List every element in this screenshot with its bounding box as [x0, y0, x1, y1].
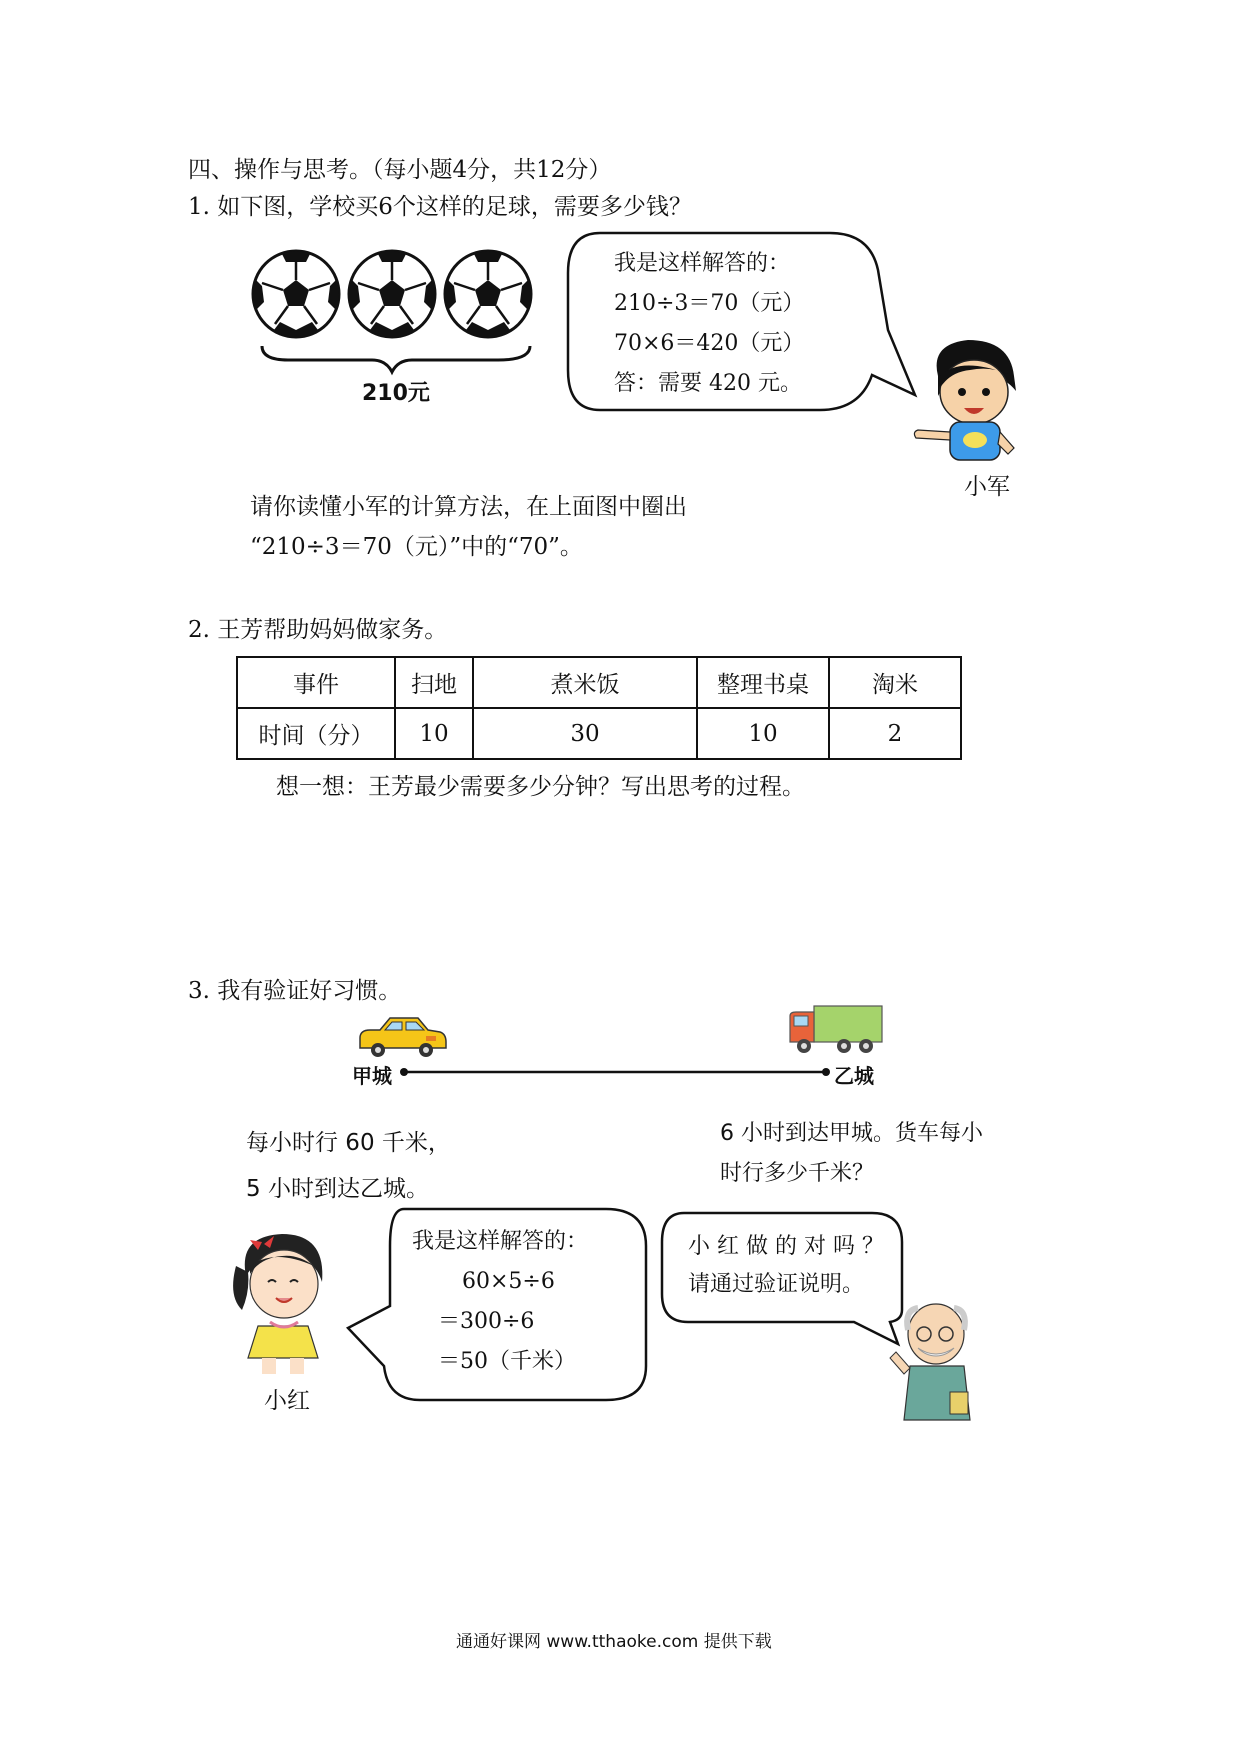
- teacher-character-icon: [884, 1300, 984, 1430]
- city-b-label: 乙城: [834, 1064, 874, 1088]
- car-text-line2: 5 小时到达乙城。: [246, 1176, 429, 1202]
- table-header-cell: 事件: [237, 657, 395, 708]
- brace-icon: [262, 346, 530, 372]
- q2-prompt: 2. 王芳帮助妈妈做家务。: [188, 617, 448, 643]
- table-row: [237, 708, 961, 759]
- car-text-line1: 每小时行 60 千米，: [246, 1130, 451, 1156]
- truck-icon: [786, 1002, 886, 1060]
- girl-bubble-line: ＝50（千米）: [438, 1349, 576, 1374]
- table-header-cell: 时间（分）: [237, 708, 395, 759]
- table-row: [237, 657, 961, 708]
- table-cell: 10: [697, 708, 829, 759]
- table-cell: 30: [473, 708, 697, 759]
- truck-text-line2: 时行多少千米？: [720, 1161, 875, 1186]
- boy-character-icon: [910, 336, 1030, 466]
- xiaojun-name: 小军: [964, 474, 1010, 500]
- car-icon: [354, 1014, 450, 1060]
- section-title: 四、操作与思考。（每小题4分，共12分）: [188, 157, 612, 183]
- chores-table: [236, 656, 962, 760]
- q1-prompt: 1. 如下图，学校买6个这样的足球，需要多少钱？: [188, 194, 692, 220]
- girl-bubble-line: ＝300÷6: [438, 1309, 535, 1334]
- xiaojun-bubble-line: 210÷3＝70（元）: [614, 291, 805, 316]
- table-cell: 扫地: [395, 657, 473, 708]
- soccer-ball-icon: [445, 251, 531, 338]
- girl-bubble-line: 我是这样解答的：: [412, 1229, 589, 1254]
- girl-name: 小红: [264, 1388, 310, 1414]
- footer-credit: 通通好课网 www.tthaoke.com 提供下载: [456, 1632, 772, 1652]
- girl-character-icon: [228, 1226, 338, 1382]
- q1-task-line1: 请你读懂小军的计算方法，在上面图中圈出: [250, 494, 687, 520]
- table-cell: 煮米饭: [473, 657, 697, 708]
- route-line: [390, 1062, 840, 1082]
- city-a-label: 甲城: [352, 1064, 392, 1088]
- price-label: 210元: [362, 381, 430, 406]
- xiaojun-bubble-line: 我是这样解答的：: [614, 251, 791, 276]
- soccer-ball-icon: [349, 251, 435, 338]
- q3-prompt: 3. 我有验证好习惯。: [188, 978, 402, 1004]
- q2-think: 想一想：王芳最少需要多少分钟？写出思考的过程。: [276, 774, 805, 800]
- table-cell: 2: [829, 708, 961, 759]
- teacher-bubble-line: 请通过验证说明。: [688, 1272, 865, 1297]
- soccer-ball-icon: [253, 251, 339, 338]
- table-cell: 淘米: [829, 657, 961, 708]
- teacher-bubble-line: 小 红 做 的 对 吗 ？: [688, 1234, 884, 1259]
- table-cell: 整理书桌: [697, 657, 829, 708]
- table-cell: 10: [395, 708, 473, 759]
- xiaojun-bubble-line: 答：需要 420 元。: [614, 371, 802, 396]
- truck-text-line1: 6 小时到达甲城。货车每小: [720, 1121, 983, 1146]
- girl-bubble-line: 60×5÷6: [462, 1269, 555, 1294]
- q1-task-line2: “210÷3＝70（元）”中的“70”。: [250, 534, 583, 560]
- xiaojun-bubble-line: 70×6＝420（元）: [614, 331, 805, 356]
